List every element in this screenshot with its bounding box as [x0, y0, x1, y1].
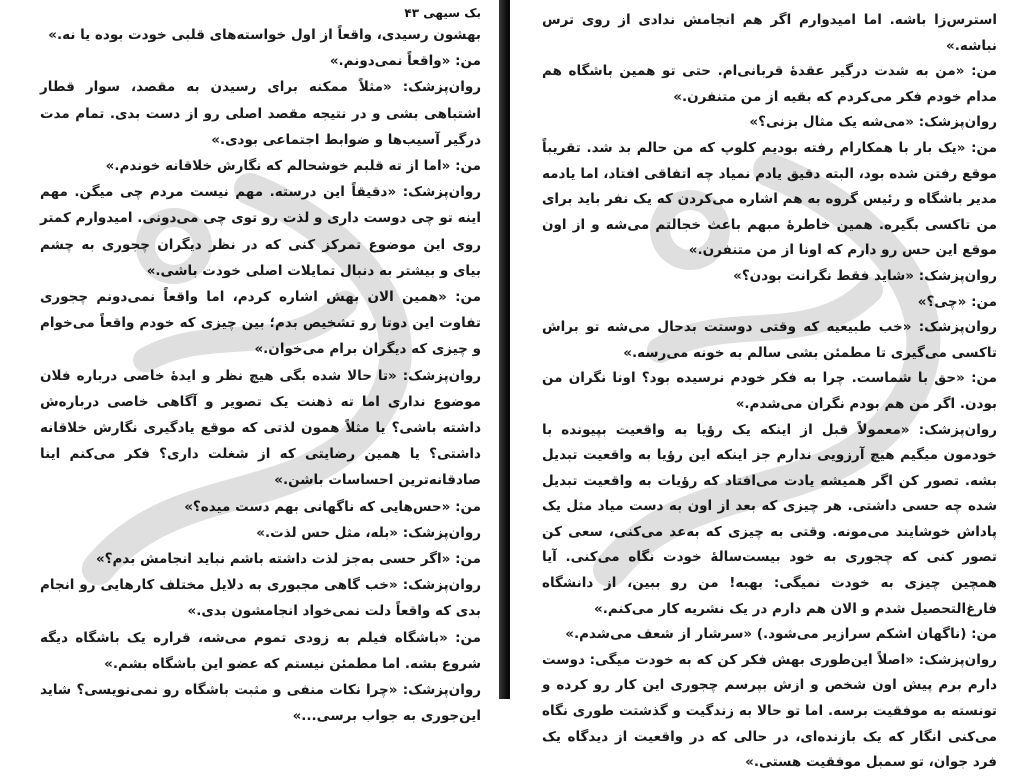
paragraph: روان‌پزشک: «معمولاً قبل از اینکه یک رؤیا به واقعیت بپیونده با خودمون میگیم هیچ آرزویی ندارم جز اینکه این رؤیا به واقعیت تبدیل بشه. تصور کن اگر همیشه یادت می‌افتاد که رؤیات به واقعیت تبدیل شده چه حسی داشتی. هر چیزی که بعد از اون به دست میاد مثل یک پاداش خوشایند می‌مونه. وقتی به چیزی که به‌عد می‌کنی، سعی کن تصور کنی که چجوری به خود بیست‌سالهٔ خودت نگاه می‌کنی. آیا همچین چیزی به خودت نمیگی: بهبه! من رو ببین، از دانشگاه فارغ‌التحصیل شدم و الان هم دارم در یک نشریه کار می‌کنم.» [542, 421, 997, 617]
paragraph: روان‌پزشک: «خب طبیعیه که وقتی دوستت بدحال می‌شه تو براش تاکسی می‌گیری تا مطمئن بشی سالم به خونه می‌رسه.» [542, 319, 997, 361]
paragraph: روان‌پزشک: «بله، مثل حس لذت.» [256, 524, 481, 541]
paragraph: من: «باشگاه فیلم به زودی تموم می‌شه، قراره یک باشگاه دیگه شروع بشه. اما مطمئن نیستم که عضو این باشگاه بشم.» [40, 629, 481, 672]
paragraph: من: «یک بار با همکارام رفته بودیم کلوپ که من حالم بد شد. تقریباً موقع رفتن شده بود، البته دقیق یادم نمیاد چه اتفاقی افتاد، اما یادمه مدیر باشگاه و رئیس گروه به هم اشاره می‌کردن که یک نفر باید برای من تاکسی بگیره. همین خاطرهٔ مبهم باعث خجالتم می‌شه و از اون موقع این حس رو دارم که اونا از من متنفرن.» [542, 139, 997, 259]
paragraph: من: (ناگهان اشکم سرازیر می‌شود.) «سرشار از شعف می‌شدم.» [565, 626, 997, 643]
paragraph: روان‌پزشک: «تا حالا شده بگی هیچ نظر و ایدهٔ خاصی درباره فلان موضوع نداری اما ته ذهنت یک تصویر و آگاهی خاصی درباره‌ش داشته باشی؟ یا مثلاً همون لذتی که موقع یادگیری نگارش خلاقانه داشتی؟ یا همین رضایتی که از شغلت داری؟ فکر می‌کنم اینا صادقانه‌ترین احساسات باشن.» [40, 367, 481, 489]
paragraph: روان‌پزشک: «چرا نکات منفی و مثبت باشگاه رو نمی‌نویسی؟ شاید این‌جوری به جواب برسی...» [40, 682, 481, 725]
paragraph: روان‌پزشک: «دقیقاً این درسته. مهم نیست مردم چی میگن. مهم اینه تو چی دوست داری و لذت رو توی چی می‌دونی. امیدوارم کمتر روی این موضوع تمرکز کنی که در نظر دیگران چجوری به چشم بیای و بیشتر به دنبال تمایلات اصلی خودت باشی.» [40, 184, 481, 279]
paragraph: من: «اما از ته قلبم خوشحالم که نگارش خلاقانه خوندم.» [105, 158, 481, 175]
running-header: بک سیهی ۴۳ [404, 6, 481, 20]
paragraph: من: «اگر حسی به‌جز لذت داشته باشم نباید انجامش بدم؟» [95, 551, 481, 568]
paragraph: من: «حس‌هایی که ناگهانی بهم دست میده؟» [184, 498, 481, 515]
paragraph: من: «همین الان بهش اشاره کردم، اما واقعاً نمی‌دونم چجوری تفاوت این دوتا رو تشخیص بدم؛ بین چیزی که خودم واقعاً می‌خوام و چیزی که دیگران برام می‌خوان.» [40, 289, 481, 358]
paragraph: من: «من به شدت درگیر عقدهٔ قربانی‌ام. حتی تو همین باشگاه هم مدام خودم فکر می‌کردم که بقیه از من متنفرن.» [542, 63, 997, 105]
right-page [510, 0, 1019, 771]
paragraph: روان‌پزشک: «مثلاً ممکنه برای رسیدن به مقصد، سوار قطار اشتباهی بشی و در نتیجه مقصد اصلی رو از دست بدی. تمام مدت درگیر آسیب‌ها و ضوابط اجتماعی بودی.» [40, 79, 481, 148]
paragraph: روان‌پزشک: «خب گاهی مجبوری به دلایل مختلف کارهایی رو انجام بدی که واقعاً دلت نمی‌خواد انجامشون بدی.» [40, 577, 481, 620]
left-page [0, 0, 505, 725]
paragraph: من: «چی؟» [917, 293, 997, 310]
paragraph: روان‌پزشک: «شاید فقط نگرانت بودن؟» [733, 267, 997, 284]
left-page-body [40, 22, 481, 729]
right-page-body [542, 8, 997, 776]
paragraph: روان‌پزشک: «اصلاً این‌طوری بهش فکر کن که به خودت میگی: دوست دارم برم پیش اون شخص و ازش بپرسم چجوری این کار رو کرده و تونسته به موفقیت برسه. اما تو حالا به زندگیت و گذشتت طوری نگاه می‌کنی انگار که یک بازنده‌ای، در حالی که در واقعیت از دیدگاه یک فرد جوان، تو سمبل موفقیت هستی.» [542, 651, 997, 771]
paragraph: روان‌پزشک: «می‌شه یک مثال بزنی؟» [749, 114, 997, 131]
paragraph: من: «واقعاً نمی‌دونم.» [329, 53, 481, 70]
paragraph: بهشون رسیدی، واقعاً از اول خواسته‌های قلبی خودت بوده یا نه.» [48, 27, 481, 43]
paragraph: استرس‌زا باشه. اما امیدوارم اگر هم انجامش ندادی از روی ترس نباشه.» [542, 12, 997, 54]
paragraph: من: «حق با شماست. چرا به فکر خودم نرسیده بود؟ اونا نگران من بودن. اگر من هم بودم نگران می‌شدم.» [542, 370, 997, 412]
